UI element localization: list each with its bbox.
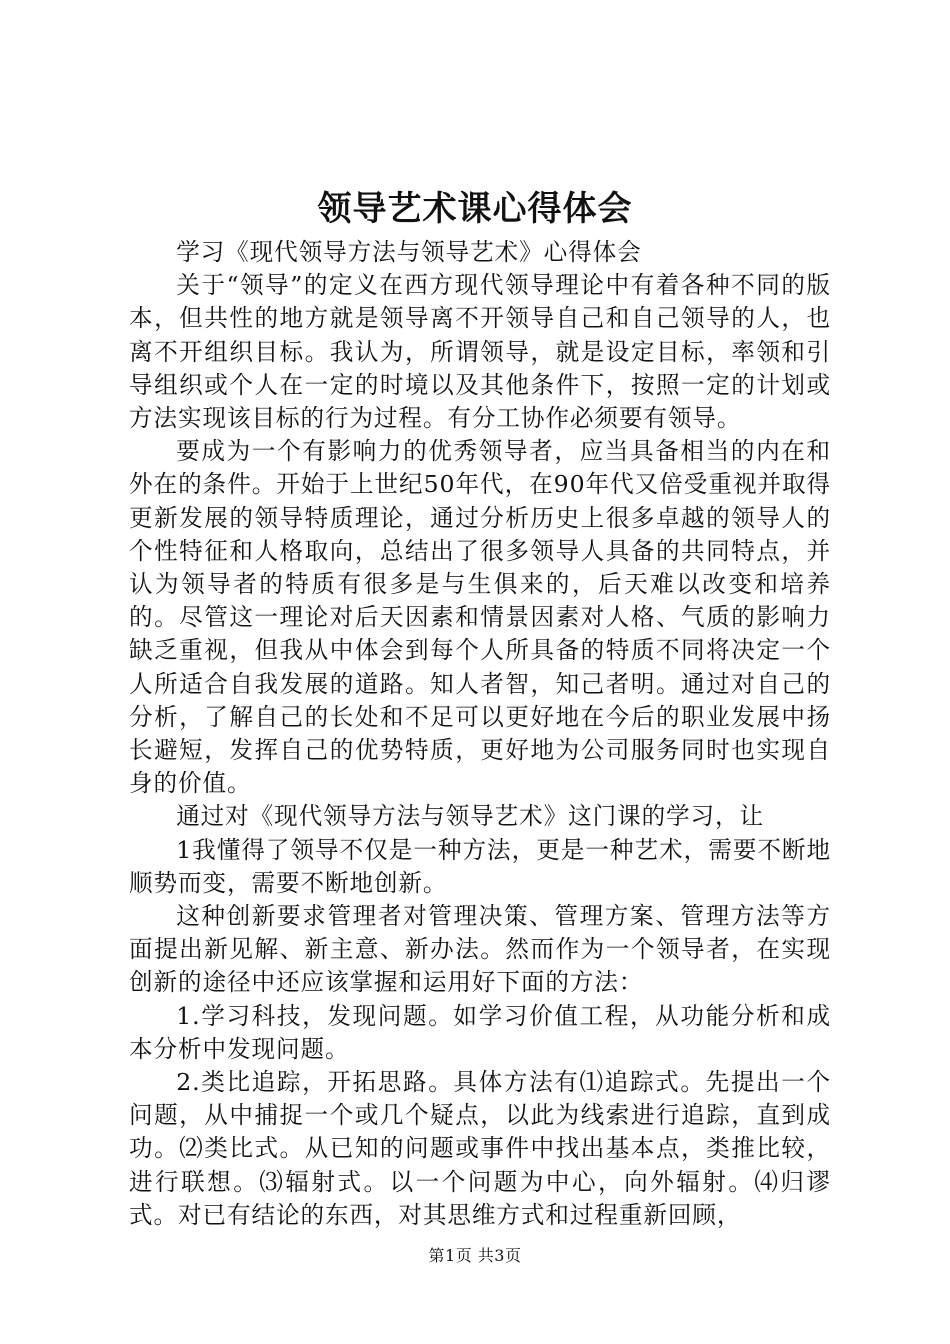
paragraph: 关于“领导”的定义在西方现代领导理论中有着各种不同的版本，但共性的地方就是领导离不开领导自己和自己领导的人，也离不开组织目标。我认为，所谓领导，就是设定目标，率领和引导组织或个人在一定的时境以及其他条件下，按照一定的计划或方法实现该目标的行为过程。有分工协作必须要有领导。 [129, 271, 831, 433]
paragraph: 要成为一个有影响力的优秀领导者，应当具备相当的内在和外在的条件。开始于上世纪50年代，在90年代又倍受重视并取得更新发展的领导特质理论，通过分析历史上很多卓越的领导人的个性特征和人格取向，总结出了很多领导人具备的共同特点，并认为领导者的特质有很多是与生俱来的，后天难以改变和培养的。尽管这一理论对后天因素和情景因素对人格、气质的影响力缺乏重视，但我从中体会到每个人所具备的特质不同将决定一个人所适合自我发展的道路。知人者智，知己者明。通过对自己的分析，了解自己的长处和不足可以更好地在今后的职业发展中扬长避短，发挥自己的优势特质，更好地为公司服务同时也实现自身的价值。 [129, 437, 831, 798]
paragraph: 这种创新要求管理者对管理决策、管理方案、管理方法等方面提出新见解、新主意、新办法。然而作为一个领导者，在实现创新的途径中还应该掌握和运用好下面的方法： [129, 902, 831, 997]
paragraph: 2.类比追踪，开拓思路。具体方法有⑴追踪式。先提出一个问题，从中捕捉一个或几个疑点，以此为线索进行追踪，直到成功。⑵类比式。从已知的问题或事件中找出基本点，类推比较，进行联想。⑶辐射式。以一个问题为中心，向外辐射。⑷归谬式。对已有结论的东西，对其思维方式和过程重新回顾， [129, 1068, 831, 1229]
document-body [129, 236, 831, 1232]
paragraph: 1我懂得了领导不仅是一种方法，更是一种艺术，需要不断地顺势而变，需要不断地创新。 [129, 835, 831, 897]
document-title: 领导艺术课心得体会 [317, 189, 633, 229]
paragraph: 通过对《现代领导方法与领导艺术》这门课的学习，让 [176, 802, 765, 831]
page-footer: 第1页 共3页 [428, 1246, 522, 1265]
paragraph-subtitle: 学习《现代领导方法与领导艺术》心得体会 [176, 238, 642, 266]
paragraph: 1.学习科技，发现问题。如学习价值工程，从功能分析和成本分析中发现问题。 [129, 1001, 831, 1063]
